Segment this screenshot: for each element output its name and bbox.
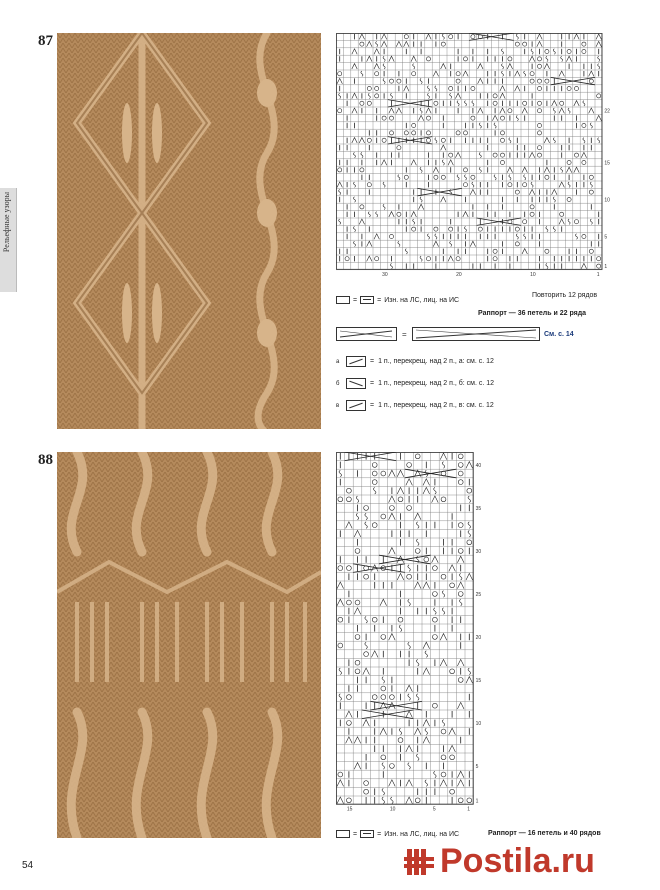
col-labels xyxy=(347,807,470,813)
col-label: 5 xyxy=(432,806,436,813)
purl-symbol-icon xyxy=(360,830,374,838)
row-label: 10 xyxy=(604,197,610,204)
legend-knit-87: = = Изн. на ЛС, лиц. на ИС xyxy=(336,296,459,304)
stitch-chart-88-grid xyxy=(336,452,612,824)
legend-knit-87-text: Изн. на ЛС, лиц. на ИС xyxy=(384,296,460,304)
watermark-text: Postila.ru xyxy=(440,842,595,880)
row-label: 25 xyxy=(475,591,482,598)
row-label: 40 xyxy=(475,462,482,469)
knit-photo-88 xyxy=(57,452,321,838)
repeat-rows-note-87: Повторить 12 рядов xyxy=(532,292,598,299)
row-label: 22 xyxy=(604,108,610,115)
row-label: 15 xyxy=(604,160,610,167)
repeat-note-88: Раппорт — 16 петель и 40 рядов xyxy=(488,830,601,837)
symbol-row-b: б = 1 п., перекрещ. над 2 п., б: см. с. 12 xyxy=(336,380,495,387)
cross-stitch-a-icon xyxy=(346,356,366,367)
svg-text:=: = xyxy=(402,330,407,339)
section-side-tab-label: Рельефные узоры xyxy=(2,192,11,253)
col-label: 30 xyxy=(382,271,388,278)
row-label: 30 xyxy=(475,548,482,555)
symbol-marker-a: а xyxy=(336,358,340,365)
symbol-text-b: 1 п., перекрещ. над 2 п., б: см. с. 12 xyxy=(378,380,495,387)
symbol-row-c: в = 1 п., перекрещ. над 2 п., в: см. с. 12 xyxy=(336,402,494,409)
row-label: 15 xyxy=(475,677,482,684)
section-side-tab xyxy=(0,188,17,292)
row-label: 10 xyxy=(475,720,482,727)
knit-symbol-icon xyxy=(336,830,350,838)
cable-cross-icon xyxy=(336,327,540,341)
symbol-row-a: а = 1 п., перекрещ. над 2 п., а: см. с. 12 xyxy=(336,358,494,365)
col-labels xyxy=(382,272,600,278)
pattern-number-88: 88 xyxy=(38,452,53,468)
purl-symbol-icon xyxy=(360,296,374,304)
row-labels xyxy=(476,463,482,804)
col-label: 15 xyxy=(346,806,353,813)
page-number: 54 xyxy=(22,860,34,871)
pattern-number-87: 87 xyxy=(38,33,53,49)
row-label: 35 xyxy=(475,505,482,512)
col-label: 10 xyxy=(389,806,396,813)
row-label: 20 xyxy=(475,634,482,641)
symbol-marker-b: б xyxy=(336,380,340,387)
legend-knit-88-text: Изн. на ЛС, лиц. на ИС xyxy=(384,830,460,838)
stitch-chart-87 xyxy=(336,33,612,281)
see-page-ref-87: См. с. 14 xyxy=(544,330,574,338)
grid-lines xyxy=(336,33,602,270)
row-label: 1 xyxy=(604,264,608,271)
knit-symbol-icon xyxy=(336,296,350,304)
cable-symbol-wide-87 xyxy=(336,327,594,341)
col-label: 10 xyxy=(530,271,536,278)
symbol-marker-c: в xyxy=(336,402,340,409)
cross-stitch-c-icon xyxy=(346,400,366,411)
watermark-logo-icon xyxy=(404,847,434,877)
row-labels xyxy=(604,109,610,270)
col-label: 20 xyxy=(456,271,462,278)
col-label: 1 xyxy=(596,271,600,278)
symbol-text-c: 1 п., перекрещ. над 2 п., в: см. с. 12 xyxy=(378,402,494,409)
grid-lines xyxy=(336,452,474,805)
legend-knit-88: = = Изн. на ЛС, лиц. на ИС xyxy=(336,830,459,838)
col-label: 1 xyxy=(467,806,471,813)
row-label: 1 xyxy=(475,798,479,805)
stitch-chart-88 xyxy=(336,452,612,824)
cross-stitch-b-icon xyxy=(346,378,366,389)
stitch-chart-87-grid xyxy=(336,33,612,281)
row-label: 5 xyxy=(475,763,479,770)
row-label: 5 xyxy=(604,234,608,241)
symbol-text-a: 1 п., перекрещ. над 2 п., а: см. с. 12 xyxy=(378,358,494,365)
knit-photo-87 xyxy=(57,33,321,429)
repeat-note-87: Раппорт — 36 петель и 22 ряда xyxy=(478,310,587,317)
watermark xyxy=(404,842,595,881)
